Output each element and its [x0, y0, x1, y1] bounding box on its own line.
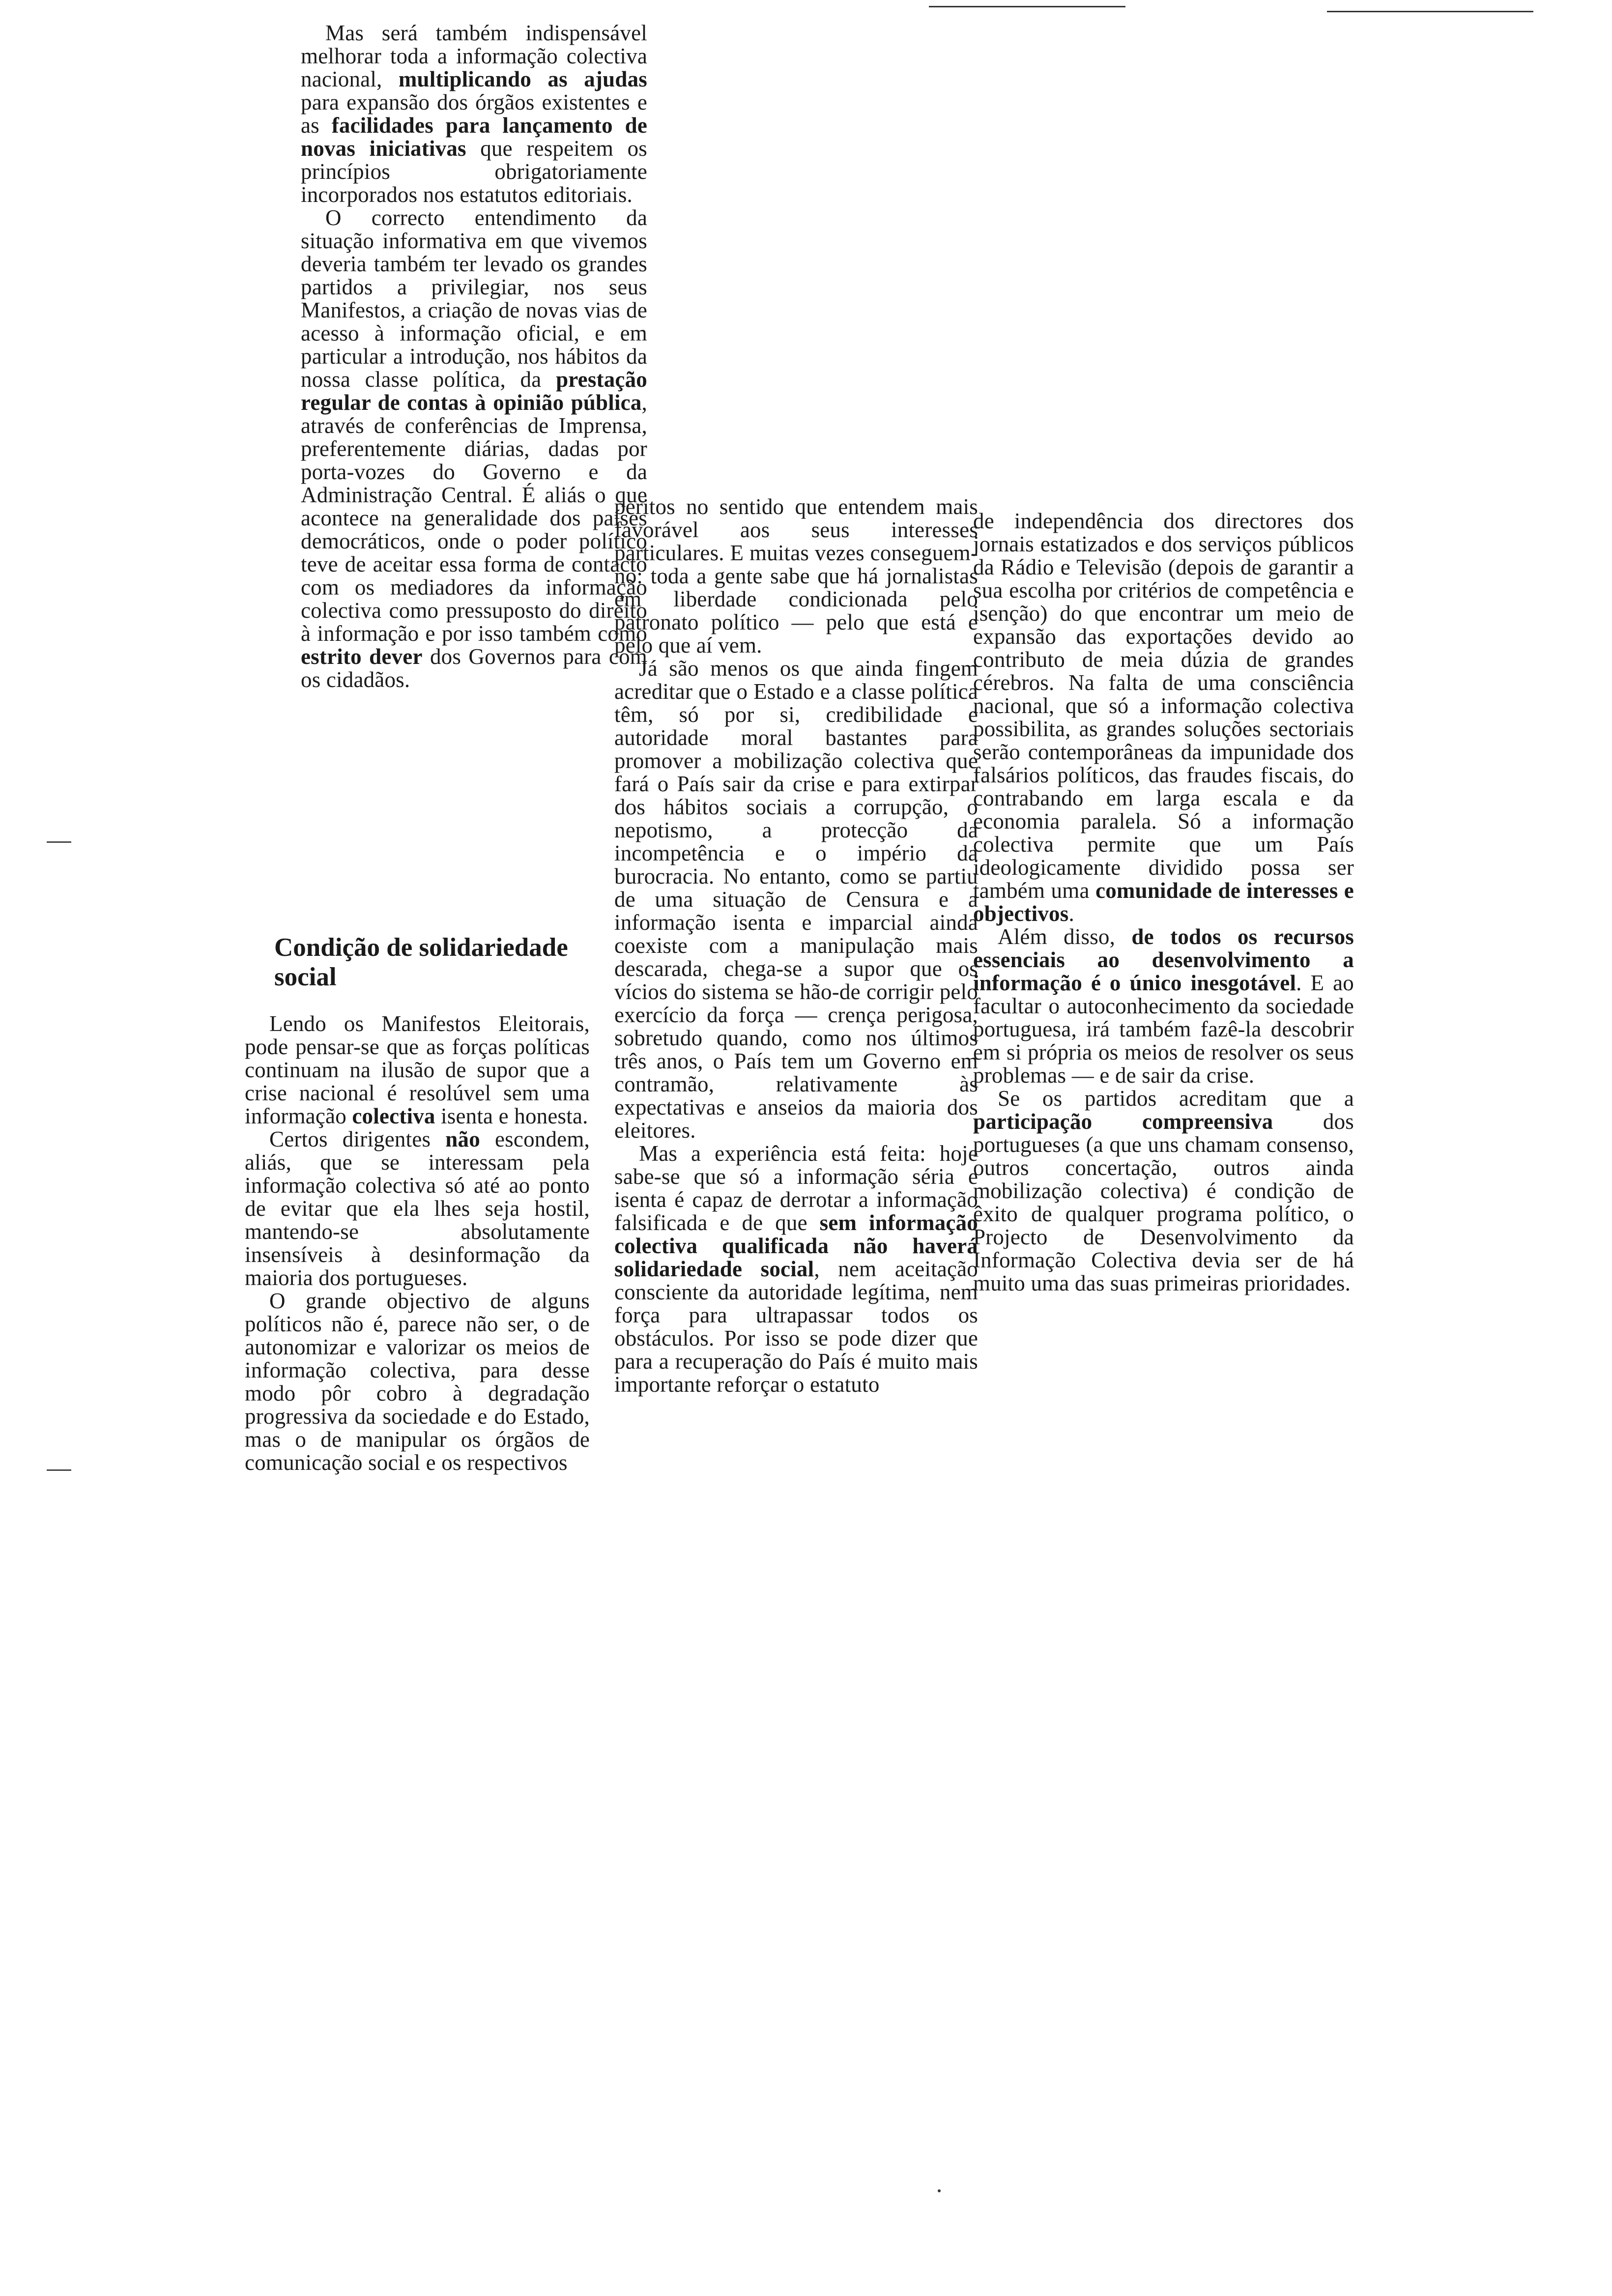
article-column-3 — [614, 495, 978, 1396]
article-column-4 — [973, 510, 1354, 1295]
section-heading: Condição de solidariedade social — [274, 933, 568, 991]
paragraph: peritos no sentido que entendem mais favorável aos seus interesses particulares. E muitas vezes conseguem-no: toda a gente sabe que há jornalistas em liberdade condicionada pelo patronato político — pelo que está e pelo que aí vem. — [614, 494, 978, 658]
margin-mark-2 — [47, 1469, 71, 1471]
paragraph: Se os partidos acreditam que a participação compreensiva dos portugueses (a que uns chamam consenso, outros concertação, outros ainda mobilização colectiva) é condição de êxito de qualquer programa político, o Projecto de Desenvolvimento da Informação Colectiva devia ser de há muito uma das suas primeiras prioridades. — [973, 1086, 1354, 1295]
paragraph: O grande objectivo de alguns políticos não é, parece não ser, o de autonomizar e valorizar os meios de informação colectiva, para desse modo pôr cobro à degradação progressiva da sociedade e do Estado, mas o de manipular os órgãos de comunicação social e os respectivos — [245, 1289, 590, 1475]
article-column-1 — [301, 22, 647, 691]
paragraph: Além disso, de todos os recursos essenciais ao desenvolvimento a informação é o único inesgotável. E ao facultar o autoconhecimento da sociedade portuguesa, irá também fazê-la descobrir em si própria os meios de resolver os seus problemas — e de sair da crise. — [973, 924, 1354, 1088]
paragraph: Mas a experiência está feita: hoje sabe-se que só a informação séria e isenta é capaz de derrotar a informação falsificada e de que sem informação colectiva qualificada não haverá solidariedade social, nem aceitação consciente da autoridade legítima, nem força para ultrapassar todos os obstáculos. Por isso se pode dizer que para a recuperação do País é muito mais importante reforçar o estatuto — [614, 1141, 978, 1397]
paragraph: Certos dirigentes não escondem, aliás, que se interessam pela informação colectiva só até ao ponto de evitar que ela lhes seja hostil, mantendo-se absolutamente insensíveis à desinformação da maioria dos portugueses. — [245, 1127, 590, 1290]
paragraph: Já são menos os que ainda fingem acreditar que o Estado e a classe política têm, só por si, credibilidade e autoridade moral bastantes para promover a mobilização colectiva que fará o País sair da crise e para extirpar dos hábitos sociais a corrupção, o nepotismo, a protecção da incompetência e o império da burocracia. No entanto, como se partiu de uma situação de Censura e a informação isenta e imparcial ainda coexiste com a manipulação mais descarada, chega-se a supor que os vícios do sistema se hão-de corrigir pelo exercício da força — crença perigosa, sobretudo quando, como nos últimos três anos, o País tem um Governo em contramão, relativamente às expectativas e anseios da maioria dos eleitores. — [614, 656, 978, 1143]
margin-mark-1 — [47, 841, 71, 843]
paragraph: Lendo os Manifestos Eleitorais, pode pensar-se que as forças políticas continuam na ilusão de supor que a crise nacional é resolúvel sem uma informação colectiva isenta e honesta. — [245, 1011, 590, 1128]
paragraph: de independência dos directores dos jornais estatizados e dos serviços públicos da Rádio e Televisão (depois de garantir a sua escolha por critérios de competência e isenção) do que encontrar um meio de expansão das exportações devido ao contributo de meia dúzia de grandes cérebros. Na falta de uma consciência nacional, que só a informação colectiva possibilita, as grandes soluções sectoriais serão contemporâneas da impunidade dos falsários políticos, das fraudes fiscais, do contrabando em larga escala e da economia paralela. Só a informação colectiva permite que um País ideologicamente dividido possa ser também uma comunidade de interesses e objectivos. — [973, 509, 1354, 926]
paragraph: O correcto entendimento da situação informativa em que vivemos deveria também ter levado os grandes partidos a privilegiar, nos seus Manifestos, a criação de novas vias de acesso à informação oficial, e em particular a introdução, nos hábitos da nossa classe política, da prestação regular de contas à opinião pública, através de conferências de Imprensa, preferentemente diárias, dadas por porta-vozes do Governo e da Administração Central. É aliás o que acontece na generalidade dos países democráticos, onde o poder político teve de aceitar essa forma de contacto com os mediadores da informação colectiva como pressuposto do direito à informação e por isso também como estrito dever dos Governos para com os cidadãos. — [301, 205, 647, 692]
article-column-2 — [245, 1012, 590, 1474]
bottom-speck — [938, 2189, 941, 2192]
top-rule-2 — [1327, 11, 1533, 12]
top-rule-1 — [929, 6, 1125, 7]
paragraph: Mas será também indispensável melhorar toda a informação colectiva nacional, multiplicando as ajudas para expansão dos órgãos existentes e as facilidades para lançamento de novas iniciativas que respeitem os princípios obrigatoriamente incorporados nos estatutos editoriais. — [301, 21, 648, 207]
